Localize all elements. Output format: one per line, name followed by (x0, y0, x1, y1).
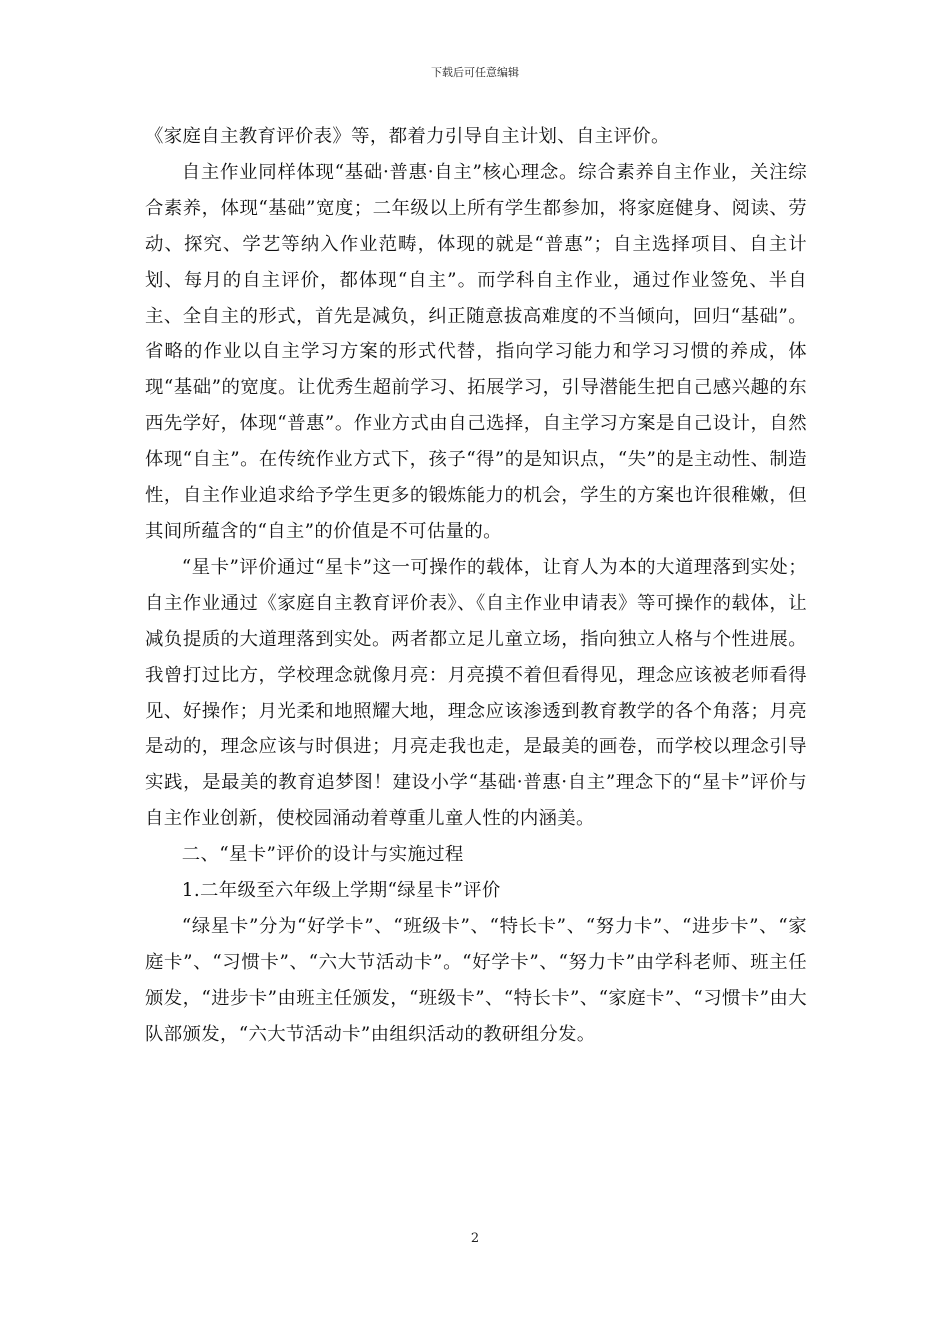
page-number: 2 (470, 1231, 480, 1246)
paragraph: 自主作业同样体现“基础·普惠·自主”核心理念。综合素养自主作业，关注综合素养，体现“基础”宽度；二年级以上所有学生都参加，将家庭健身、阅读、劳动、探究、学艺等纳入作业范畴，体现的就是“普惠”；自主选择项目、自主计划、每月的自主评价，都体现“自主”。而学科自主作业，通过作业签免、半自主、全自主的形式，首先是减负，纠正随意拔高难度的不当倾向，回归“基础”。省略的作业以自主学习方案的形式代替，指向学习能力和学习习惯的养成，体现“基础”的宽度。让优秀生超前学习、拓展学习，引导潜能生把自己感兴趣的东西先学好，体现“普惠”。作业方式由自己选择，自主学习方案是自己设计，自然体现“自主”。在传统作业方式下，孩子“得”的是知识点，“失”的是主动性、制造性，自主作业追求给予学生更多的锻炼能力的机会，学生的方案也许很稚嫩，但其间所蕴含的“自主”的价值是不可估量的。 (145, 161, 807, 542)
paragraph: “绿星卡”分为“好学卡”、“班级卡”、“特长卡”、“努力卡”、“进步卡”、“家庭卡”、“习惯卡”、“六大节活动卡”。“好学卡”、“努力卡”由学科老师、班主任颁发，“进步卡”由班主任颁发，“班级卡”、“特长卡”、“家庭卡”、“习惯卡”由大队部颁发，“六大节活动卡”由组织活动的教研组分发。 (145, 915, 807, 1045)
document-body (145, 119, 807, 1053)
paragraph: 《家庭自主教育评价表》等，都着力引导自主计划、自主评价。 (145, 126, 670, 147)
paragraph: “星卡”评价通过“星卡”这一可操作的载体，让育人为本的大道理落到实处；自主作业通过《家庭自主教育评价表》、《自主作业申请表》等可操作的载体，让减负提质的大道理落到实处。两者都立足儿童立场，指向独立人格与个性进展。我曾打过比方，学校理念就像月亮：月亮摸不着但看得见，理念应该被老师看得见、好操作；月光柔和地照耀大地，理念应该渗透到教育教学的各个角落；月亮是动的，理念应该与时俱进；月亮走我也走，是最美的画卷，而学校以理念引导实践，是最美的教育追梦图！建设小学“基础·普惠·自主”理念下的“星卡”评价与自主作业创新，使校园涌动着尊重儿童人性的内涵美。 (145, 556, 807, 830)
subsection-heading: 1.二年级至六年级上学期“绿星卡”评价 (181, 880, 501, 902)
page-header: 下载后可任意编辑 (431, 66, 519, 79)
section-heading: 二、“星卡”评价的设计与实施过程 (181, 844, 464, 866)
